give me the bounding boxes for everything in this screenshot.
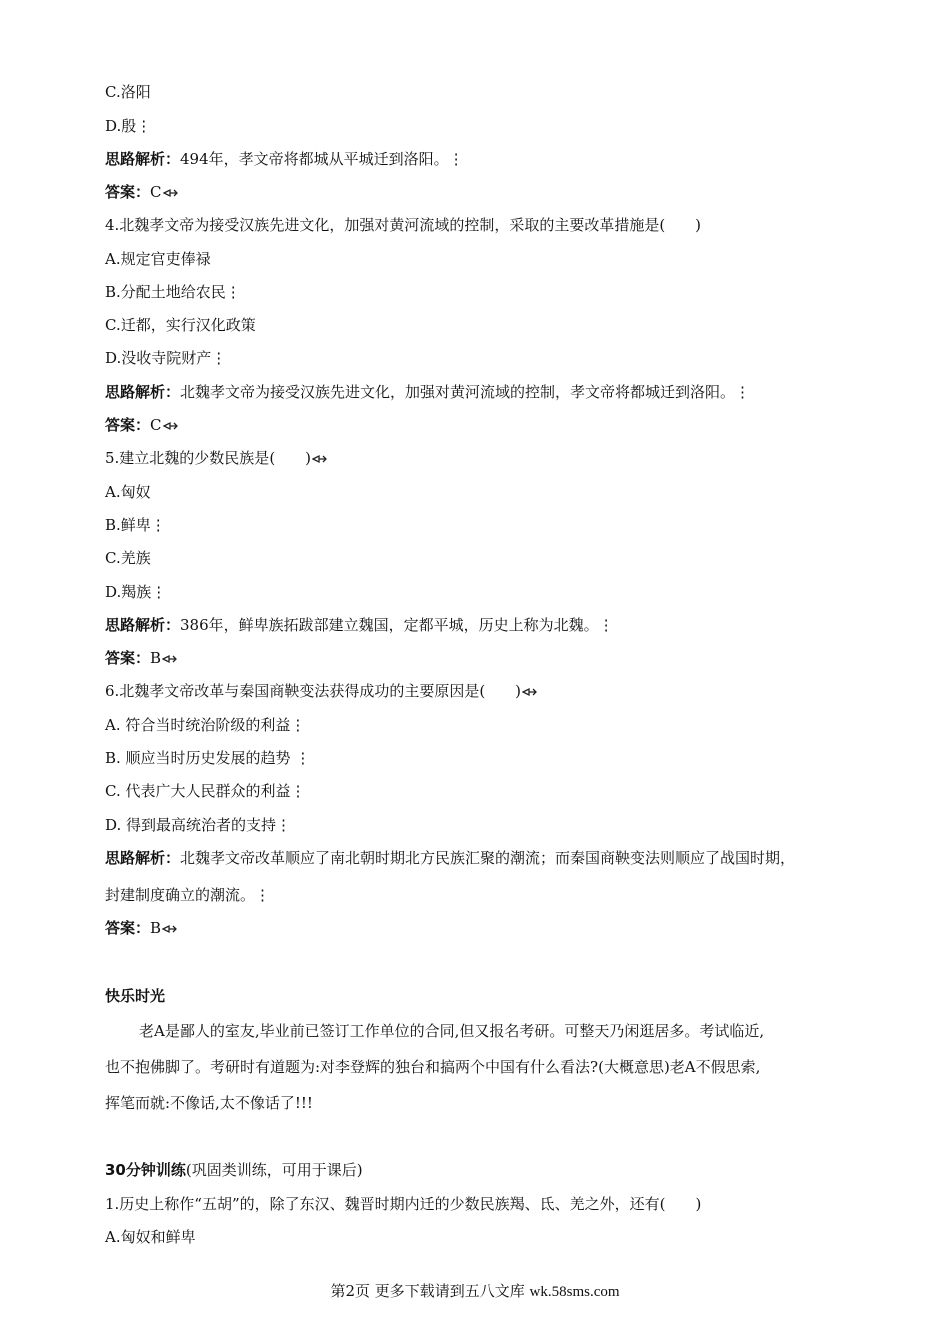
happy-time-line-3: 挥笔而就:不像话,太不像话了!!! xyxy=(105,1094,313,1112)
training-heading-title: 30分钟训练 xyxy=(105,1161,186,1179)
option-c: C.洛阳 xyxy=(105,83,151,101)
question-6-option-c: C. 代表广大人民群众的利益⋮ xyxy=(105,782,306,800)
training-question-1-option-a: A.匈奴和鲜卑 xyxy=(105,1228,196,1246)
answer-label: 答案： xyxy=(105,416,151,434)
question-4-option-d: D.没收寺院财产⋮ xyxy=(105,349,227,367)
question-5-text: 5.建立北魏的少数民族是( ) xyxy=(105,449,312,467)
question-5-option-d: D.羯族⋮ xyxy=(105,583,167,601)
question-6-text: 6.北魏孝文帝改革与秦国商鞅变法获得成功的主要原因是( ) xyxy=(105,682,522,700)
analysis-4 xyxy=(105,848,885,868)
paragraph-mark-icon xyxy=(522,687,538,697)
answer-1 xyxy=(105,182,885,202)
question-5-option-c: C.羌族 xyxy=(105,549,151,567)
question-6 xyxy=(105,681,885,701)
analysis-2 xyxy=(105,382,885,402)
analysis-text: 386年，鲜卑族拓跋部建立魏国，定都平城，历史上称为北魏。⋮ xyxy=(180,616,614,634)
answer-label: 答案： xyxy=(105,183,151,201)
question-5-option-b: B.鲜卑⋮ xyxy=(105,516,166,534)
training-question-1: 1.历史上称作“五胡”的，除了东汉、魏晋时期内迁的少数民族羯、氐、羌之外，还有( ) xyxy=(105,1195,702,1213)
question-4: 4.北魏孝文帝为接受汉族先进文化，加强对黄河流域的控制，采取的主要改革措施是( ) xyxy=(105,216,702,234)
analysis-label: 思路解析： xyxy=(105,616,181,634)
answer-4 xyxy=(105,918,885,938)
paragraph-mark-icon xyxy=(163,188,179,198)
analysis-text: 494年，孝文帝将都城从平城迁到洛阳。⋮ xyxy=(180,150,464,168)
analysis-label: 思路解析： xyxy=(105,383,181,401)
analysis-3 xyxy=(105,615,885,635)
analysis-1 xyxy=(105,149,885,169)
question-6-option-a: A. 符合当时统治阶级的利益⋮ xyxy=(105,716,306,734)
question-5-option-a: A.匈奴 xyxy=(105,483,151,501)
training-heading-note: (巩固类训练，可用于课后) xyxy=(185,1161,363,1179)
answer-value: B xyxy=(150,649,162,667)
answer-2 xyxy=(105,415,885,435)
question-4-option-a: A.规定官吏俸禄 xyxy=(105,250,211,268)
question-6-option-d: D. 得到最高统治者的支持⋮ xyxy=(105,816,292,834)
happy-time-heading: 快乐时光 xyxy=(105,987,166,1005)
training-heading xyxy=(105,1160,885,1180)
footer-text: 第2页 更多下载请到五八文库 xyxy=(330,1282,525,1300)
analysis-label: 思路解析： xyxy=(105,150,181,168)
analysis-label: 思路解析： xyxy=(105,849,181,867)
option-d: D.殷⋮ xyxy=(105,117,152,135)
paragraph-mark-icon xyxy=(163,421,179,431)
happy-time-line-1: 老A是鄙人的室友,毕业前已签订工作单位的合同,但又报名考研。可整天乃闲逛居多。考试临近, xyxy=(139,1022,765,1040)
analysis-4-continued: 封建制度确立的潮流。⋮ xyxy=(105,886,271,904)
analysis-text: 北魏孝文帝改革顺应了南北朝时期北方民族汇聚的潮流；而秦国商鞅变法则顺应了战国时期， xyxy=(180,849,796,867)
paragraph-mark-icon xyxy=(312,454,328,464)
paragraph-mark-icon xyxy=(162,924,178,934)
question-4-option-b: B.分配土地给农民⋮ xyxy=(105,283,241,301)
answer-value: B xyxy=(150,919,162,937)
question-5 xyxy=(105,448,885,468)
answer-3 xyxy=(105,648,885,668)
happy-time-line-2: 也不抱佛脚了。考研时有道题为:对李登辉的独台和搞两个中国有什么看法?(大概意思)老A不假思索, xyxy=(105,1058,761,1076)
question-6-option-b: B. 顺应当时历史发展的趋势 ⋮ xyxy=(105,749,311,767)
paragraph-mark-icon xyxy=(162,654,178,664)
question-4-option-c: C.迁都，实行汉化政策 xyxy=(105,316,256,334)
answer-label: 答案： xyxy=(105,919,151,937)
footer-link[interactable]: wk.58sms.com xyxy=(529,1284,620,1300)
answer-value: C xyxy=(150,416,162,434)
analysis-text: 北魏孝文帝为接受汉族先进文化，加强对黄河流域的控制，孝文帝将都城迁到洛阳。⋮ xyxy=(180,383,751,401)
page-footer xyxy=(0,1281,950,1302)
answer-label: 答案： xyxy=(105,649,151,667)
answer-value: C xyxy=(150,183,162,201)
